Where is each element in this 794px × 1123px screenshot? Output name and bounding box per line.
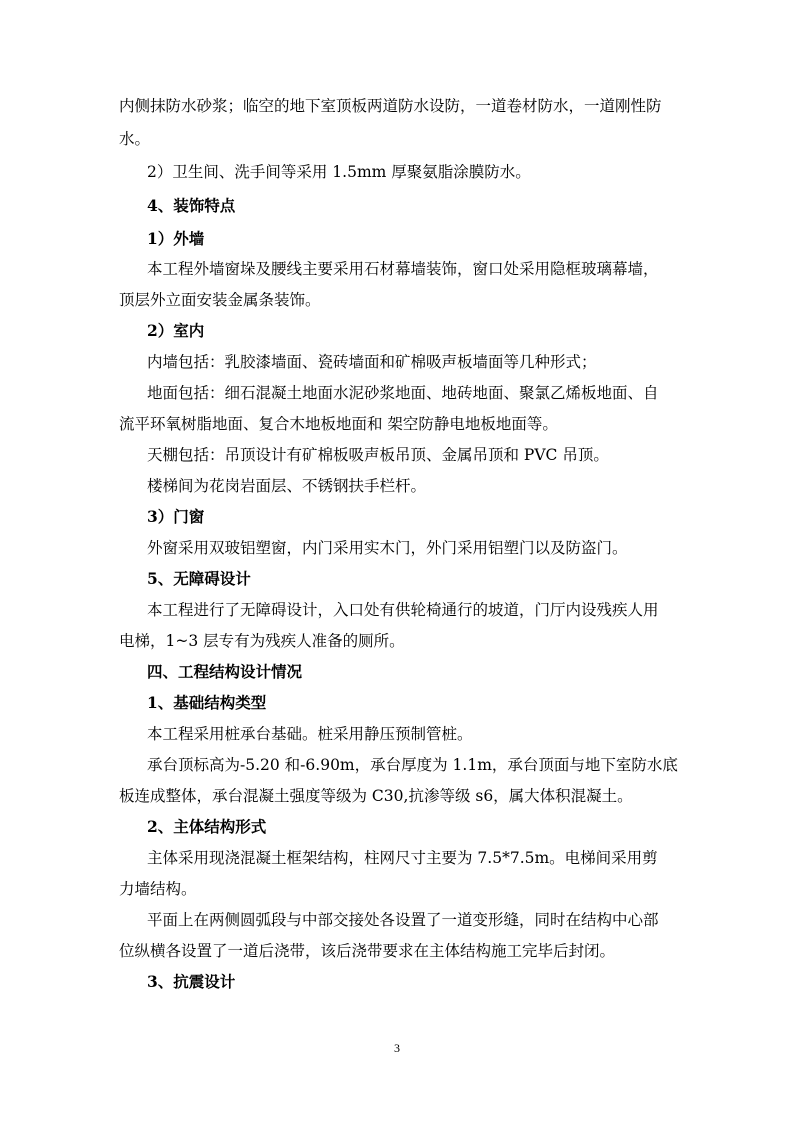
body-text-line: 流平环氧树脂地面、复合木地板地面和 架空防静电地板地面等。 bbox=[119, 415, 558, 433]
body-text-line: 本工程采用桩承台基础。桩采用静压预制管桩。 bbox=[147, 725, 473, 743]
section-heading: 4、装饰特点 bbox=[147, 196, 236, 215]
section-heading: 3、抗震设计 bbox=[147, 972, 236, 991]
body-text-line: 水。 bbox=[119, 130, 151, 148]
page-number: 3 bbox=[394, 1041, 400, 1055]
body-text-line: 内墙包括：乳胶漆墙面、瓷砖墙面和矿棉吸声板墙面等几种形式； bbox=[147, 353, 597, 371]
body-text-line: 内侧抹防水砂浆；临空的地下室顶板两道防水设防，一道卷材防水，一道刚性防 bbox=[119, 97, 662, 115]
body-text-line: 位纵横各设置了一道后浇带，该后浇带要求在主体结构施工完毕后封闭。 bbox=[119, 942, 616, 960]
section-heading: 2、主体结构形式 bbox=[147, 817, 267, 836]
body-text-line: 力墙结构。 bbox=[119, 880, 197, 898]
body-text-line: 天棚包括：吊顶设计有矿棉板吸声板吊顶、金属吊顶和 PVC 吊顶。 bbox=[147, 446, 609, 464]
subsection-heading: 3）门窗 bbox=[147, 507, 205, 526]
body-text-line: 板连成整体，承台混凝土强度等级为 C30,抗渗等级 s6，属大体积混凝土。 bbox=[119, 787, 633, 805]
body-text-line: 本工程外墙窗垛及腰线主要采用石材幕墙装饰，窗口处采用隐框玻璃幕墙， bbox=[147, 260, 659, 278]
section-heading: 5、无障碍设计 bbox=[147, 569, 251, 588]
body-text-line: 平面上在两侧圆弧段与中部交接处各设置了一道变形缝，同时在结构中心部 bbox=[147, 911, 659, 929]
body-text-line: 地面包括：细石混凝土地面水泥砂浆地面、地砖地面、聚氯乙烯板地面、自 bbox=[147, 384, 659, 402]
body-text-line: 外窗采用双玻铝塑窗，内门采用实木门，外门采用铝塑门以及防盗门。 bbox=[147, 539, 628, 557]
subsection-heading: 1）外墙 bbox=[147, 229, 205, 248]
body-text-line: 2）卫生间、洗手间等采用 1.5mm 厚聚氨脂涂膜防水。 bbox=[147, 163, 531, 181]
body-text-line: 楼梯间为花岗岩面层、不锈钢扶手栏杆。 bbox=[147, 477, 427, 495]
chapter-heading: 四、工程结构设计情况 bbox=[147, 662, 303, 681]
body-text-line: 承台顶标高为-5.20 和-6.90m，承台厚度为 1.1m，承台顶面与地下室防水底 bbox=[147, 756, 678, 774]
body-text-line: 顶层外立面安装金属条装饰。 bbox=[119, 291, 321, 309]
body-text-line: 主体采用现浇混凝土框架结构，柱网尺寸主要为 7.5*7.5m。电梯间采用剪 bbox=[147, 849, 658, 867]
section-heading: 1、基础结构类型 bbox=[147, 693, 267, 712]
body-text-line: 电梯，1~3 层专有为残疾人准备的厕所。 bbox=[119, 632, 405, 650]
subsection-heading: 2）室内 bbox=[147, 321, 205, 340]
body-text-line: 本工程进行了无障碍设计，入口处有供轮椅通行的坡道，门厅内设残疾人用 bbox=[147, 601, 659, 619]
